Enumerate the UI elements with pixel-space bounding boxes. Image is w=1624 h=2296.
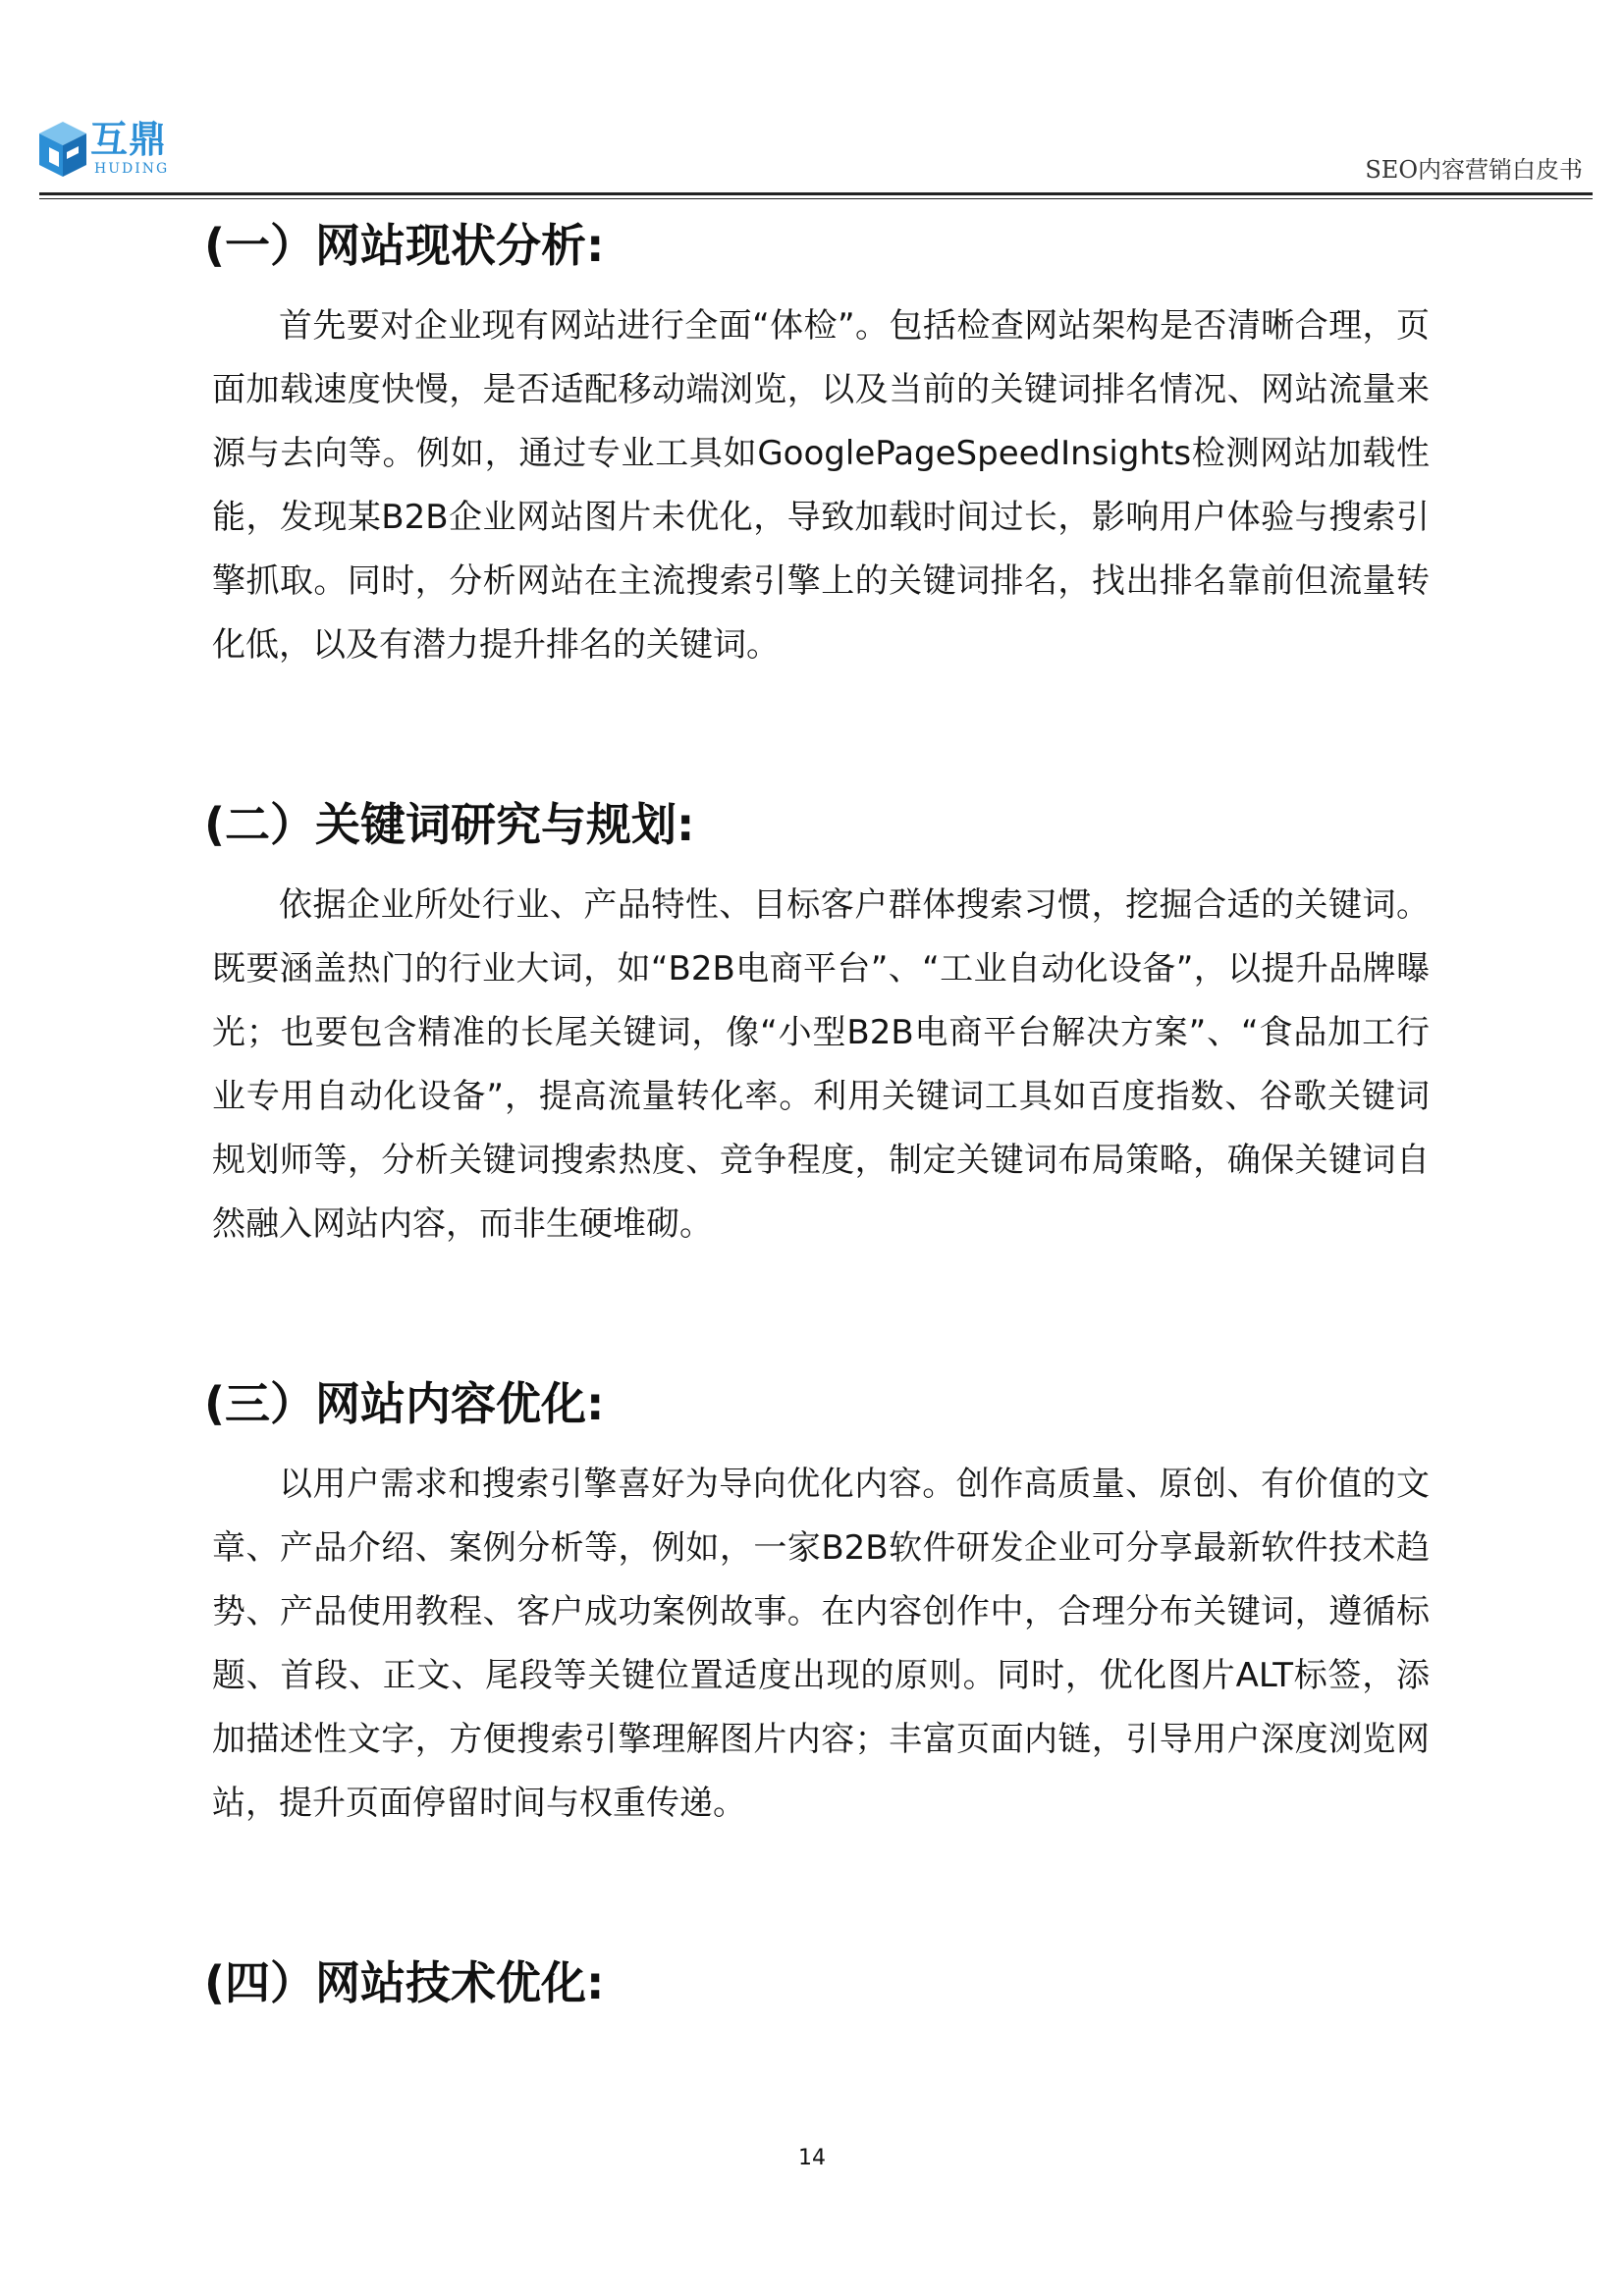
header-divider-thin (39, 198, 1593, 199)
section-technical-optimization (204, 1944, 1430, 2022)
section-heading: (三）网站内容优化: (204, 1377, 605, 1430)
header-divider-thick (39, 192, 1593, 195)
page-header (0, 0, 1624, 201)
huding-logo (35, 114, 183, 185)
section-heading: (二）关键词研究与规划: (204, 798, 695, 851)
page-number: 14 (798, 2146, 826, 2170)
logo-english-text: HUDING (94, 161, 170, 177)
section-content-optimization (204, 1364, 1430, 1944)
document-title: SEO内容营销白皮书 (1365, 156, 1583, 184)
section-paragraph: 首先要对企业现有网站进行全面“体检”。包括检查网站架构是否清晰合理，页面加载速度快慢，是否适配移动端浏览，以及当前的关键词排名情况、网站流量来源与去向等。例如，通过专业工具如GooglePageSpeedInsights检测网站加载性能，发现某B2B企业网站图片未优化，导致加载时间过长，影响用户体验与搜索引擎抓取。同时，分析网站在主流搜索引擎上的关键词排名，找出排名靠前但流量转化低，以及有潜力提升排名的关键词。 (212, 306, 1430, 665)
logo-chinese-text: 互鼎 (90, 118, 168, 161)
section-heading: (四）网站技术优化: (204, 1956, 605, 2009)
cube-logo-icon (35, 118, 90, 181)
section-paragraph: 以用户需求和搜索引擎喜好为导向优化内容。创作高质量、原创、有价值的文章、产品介绍、案例分析等，例如，一家B2B软件研发企业可分享最新软件技术趋势、产品使用教程、客户成功案例故事。在内容创作中，合理分布关键词，遵循标题、首段、正文、尾段等关键位置适度出现的原则。同时，优化图片ALT标签，添加描述性文字，方便搜索引擎理解图片内容；丰富页面内链，引导用户深度浏览网站，提升页面停留时间与权重传递。 (212, 1465, 1430, 1823)
page-content (204, 206, 1430, 2032)
section-site-analysis (204, 206, 1430, 785)
section-paragraph: 依据企业所处行业、产品特性、目标客户群体搜索习惯，挖掘合适的关键词。既要涵盖热门的行业大词，如“B2B电商平台”、“工业自动化设备”，以提升品牌曝光；也要包含精准的长尾关键词，像“小型B2B电商平台解决方案”、“食品加工行业专用自动化设备”，提高流量转化率。利用关键词工具如百度指数、谷歌关键词规划师等，分析关键词搜索热度、竞争程度，制定关键词布局策略，确保关键词自然融入网站内容，而非生硬堆砌。 (212, 885, 1430, 1244)
section-heading: (一）网站现状分析: (204, 219, 605, 272)
section-keyword-research (204, 785, 1430, 1364)
